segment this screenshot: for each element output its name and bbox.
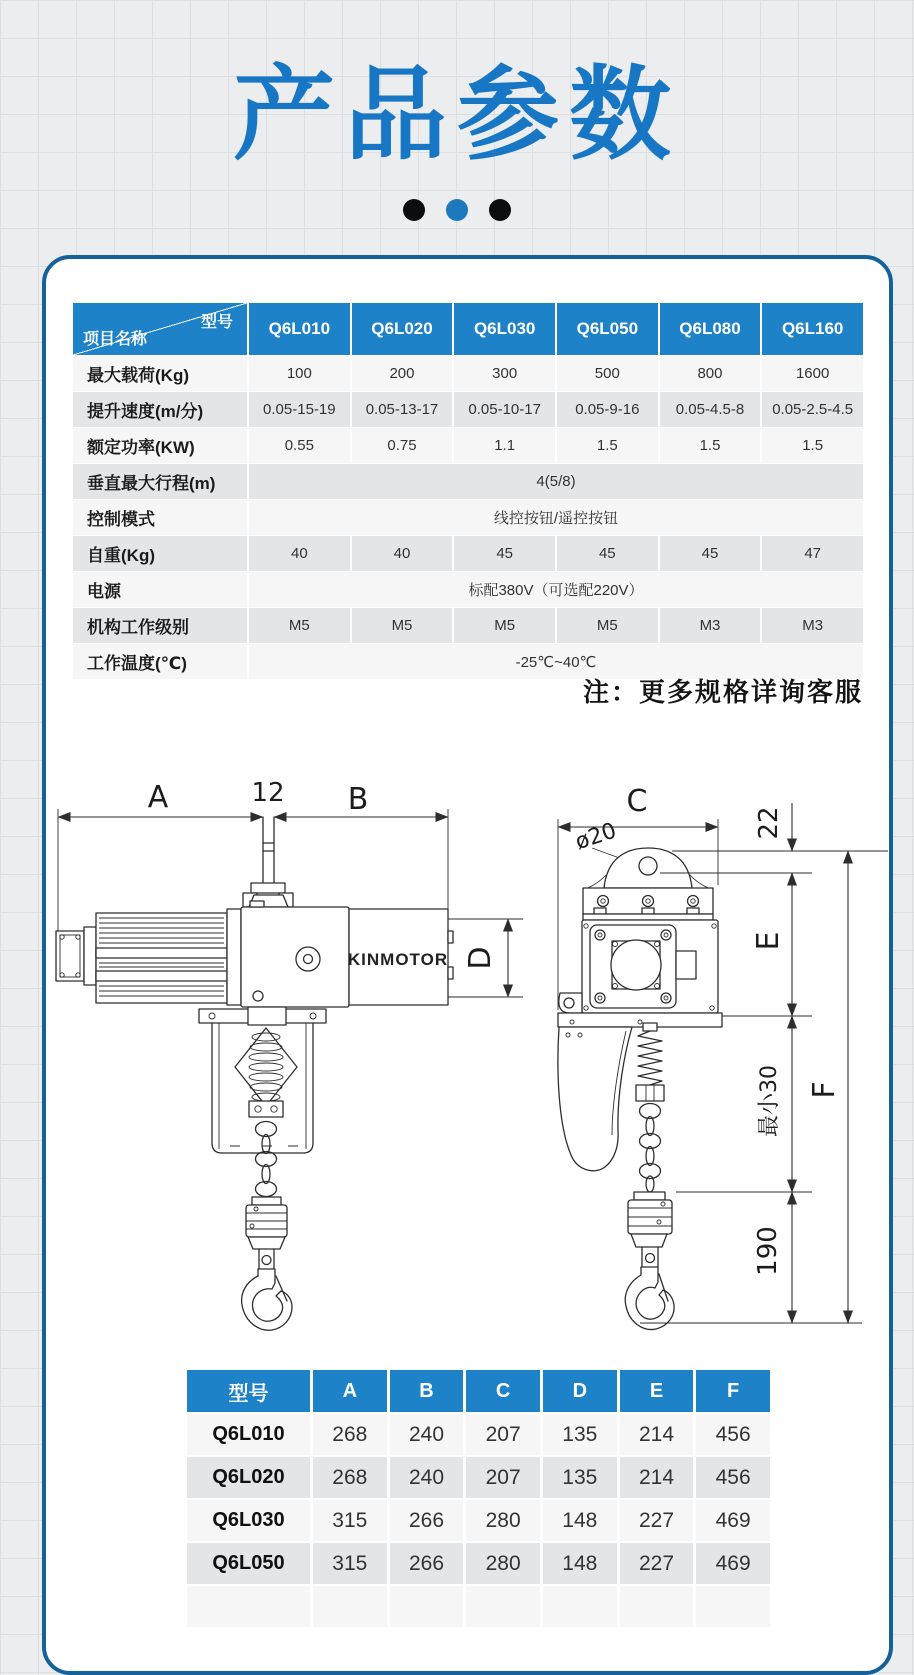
spec-value: 0.05-4.5-8 xyxy=(660,392,761,427)
dim-label-22: 22 xyxy=(754,806,784,840)
spec-col-header: Q6L030 xyxy=(454,303,555,355)
spec-value: M5 xyxy=(557,608,658,643)
spec-value: M5 xyxy=(249,608,350,643)
dims-col-header: B xyxy=(390,1370,464,1412)
dims-col-header: C xyxy=(466,1370,540,1412)
dims-value: 240 xyxy=(390,1457,464,1498)
spec-value: 0.05-13-17 xyxy=(352,392,453,427)
dims-col-header: 型号 xyxy=(187,1370,310,1412)
spec-value: 1.1 xyxy=(454,428,555,463)
dims-col-header: E xyxy=(620,1370,694,1412)
spec-value: 0.05-10-17 xyxy=(454,392,555,427)
spec-value: 100 xyxy=(249,356,350,391)
spec-row-label: 额定功率(KW) xyxy=(73,428,247,463)
dims-value: 148 xyxy=(543,1500,617,1541)
spec-value: 45 xyxy=(660,536,761,571)
dot-icon xyxy=(489,199,511,221)
dims-value: 315 xyxy=(313,1543,387,1584)
dims-value: 214 xyxy=(620,1414,694,1455)
hole-dia-label: ø20 xyxy=(572,818,620,856)
dims-row-model: Q6L010 xyxy=(187,1414,310,1455)
dims-value: 456 xyxy=(696,1414,770,1455)
table-row-partial xyxy=(620,1586,694,1627)
spec-row-label: 提升速度(m/分) xyxy=(73,392,247,427)
dim-label-e: E xyxy=(751,931,786,951)
dims-value: 280 xyxy=(466,1500,540,1541)
dims-value: 456 xyxy=(696,1457,770,1498)
spec-value: 300 xyxy=(454,356,555,391)
dims-value: 268 xyxy=(313,1414,387,1455)
dims-value: 280 xyxy=(466,1543,540,1584)
dims-value: 148 xyxy=(543,1543,617,1584)
dims-value: 207 xyxy=(466,1414,540,1455)
dims-row-model: Q6L020 xyxy=(187,1457,310,1498)
dims-value: 266 xyxy=(390,1500,464,1541)
front-view-drawing xyxy=(558,784,888,1330)
technical-drawings xyxy=(0,745,914,1345)
side-view-drawing xyxy=(56,778,523,1330)
spec-table-corner xyxy=(73,303,247,355)
dims-value: 227 xyxy=(620,1543,694,1584)
spec-value-span: 标配380V（可选配220V） xyxy=(249,572,863,607)
table-row-partial xyxy=(696,1586,770,1627)
dims-value: 135 xyxy=(543,1457,617,1498)
dot-icon xyxy=(446,199,468,221)
title-divider-dots xyxy=(0,199,914,221)
spec-value: 0.75 xyxy=(352,428,453,463)
spec-value: 0.55 xyxy=(249,428,350,463)
corner-label-model: 型号 xyxy=(200,314,233,331)
spec-value-span: 线控按钮/遥控按钮 xyxy=(249,500,863,535)
dim-label-b: B xyxy=(347,782,369,817)
spec-col-header: Q6L020 xyxy=(352,303,453,355)
dims-col-header: D xyxy=(543,1370,617,1412)
dot-icon xyxy=(403,199,425,221)
dims-value: 227 xyxy=(620,1500,694,1541)
dims-value: 469 xyxy=(696,1500,770,1541)
dims-value: 268 xyxy=(313,1457,387,1498)
spec-value: 45 xyxy=(557,536,658,571)
dims-table xyxy=(187,1370,770,1627)
spec-value: 500 xyxy=(557,356,658,391)
dim-label-190: 190 xyxy=(753,1226,783,1276)
dims-col-header: A xyxy=(313,1370,387,1412)
corner-label-item: 项目名称 xyxy=(83,331,148,348)
spec-value: 800 xyxy=(660,356,761,391)
note-text: 注：更多规格详询客服 xyxy=(582,677,863,707)
spec-row-label: 垂直最大行程(m) xyxy=(73,464,247,499)
dims-value: 214 xyxy=(620,1457,694,1498)
spec-value: 200 xyxy=(352,356,453,391)
spec-row-label: 工作温度(℃) xyxy=(73,644,247,679)
page-title: 产品参数 xyxy=(233,58,681,172)
spec-value: 40 xyxy=(249,536,350,571)
spec-value: 1.5 xyxy=(660,428,761,463)
dim-label-d: D xyxy=(463,946,498,970)
spec-value: 0.05-15-19 xyxy=(249,392,350,427)
spec-value: 1600 xyxy=(762,356,863,391)
dims-value: 240 xyxy=(390,1414,464,1455)
brand-label: KINMOTOR xyxy=(347,950,449,969)
spec-col-header: Q6L160 xyxy=(762,303,863,355)
dim-label-a: A xyxy=(147,780,169,815)
spec-value: 0.05-9-16 xyxy=(557,392,658,427)
dim-label-f: F xyxy=(807,1081,842,1099)
spec-row-label: 电源 xyxy=(73,572,247,607)
dims-value: 315 xyxy=(313,1500,387,1541)
spec-value: 45 xyxy=(454,536,555,571)
spec-table xyxy=(73,303,863,679)
spec-value: M3 xyxy=(660,608,761,643)
dims-row-model: Q6L050 xyxy=(187,1543,310,1584)
table-row-partial xyxy=(390,1586,464,1627)
spec-value-span: -25℃~40℃ xyxy=(249,644,863,679)
table-row-partial xyxy=(466,1586,540,1627)
spec-value: 47 xyxy=(762,536,863,571)
spec-row-label: 自重(Kg) xyxy=(73,536,247,571)
dim-label-c: C xyxy=(626,784,648,819)
spec-value: 40 xyxy=(352,536,453,571)
table-row-partial xyxy=(187,1586,310,1627)
spec-row-label: 机构工作级别 xyxy=(73,608,247,643)
spec-value-span: 4(5/8) xyxy=(249,464,863,499)
dims-row-model: Q6L030 xyxy=(187,1500,310,1541)
spec-col-header: Q6L080 xyxy=(660,303,761,355)
dims-value: 207 xyxy=(466,1457,540,1498)
table-row-partial xyxy=(543,1586,617,1627)
spec-col-header: Q6L010 xyxy=(249,303,350,355)
dims-value: 135 xyxy=(543,1414,617,1455)
spec-value: 1.5 xyxy=(557,428,658,463)
spec-row-label: 最大载荷(Kg) xyxy=(73,356,247,391)
dims-value: 266 xyxy=(390,1543,464,1584)
spec-value: 0.05-2.5-4.5 xyxy=(762,392,863,427)
spec-col-header: Q6L050 xyxy=(557,303,658,355)
spec-value: M3 xyxy=(762,608,863,643)
spec-row-label: 控制模式 xyxy=(73,500,247,535)
table-row-partial xyxy=(313,1586,387,1627)
dim-label-min30: 最小30 xyxy=(757,1065,782,1137)
dims-value: 469 xyxy=(696,1543,770,1584)
dim-label-12: 12 xyxy=(251,778,285,808)
dims-col-header: F xyxy=(696,1370,770,1412)
spec-value: 1.5 xyxy=(762,428,863,463)
spec-value: M5 xyxy=(454,608,555,643)
spec-value: M5 xyxy=(352,608,453,643)
